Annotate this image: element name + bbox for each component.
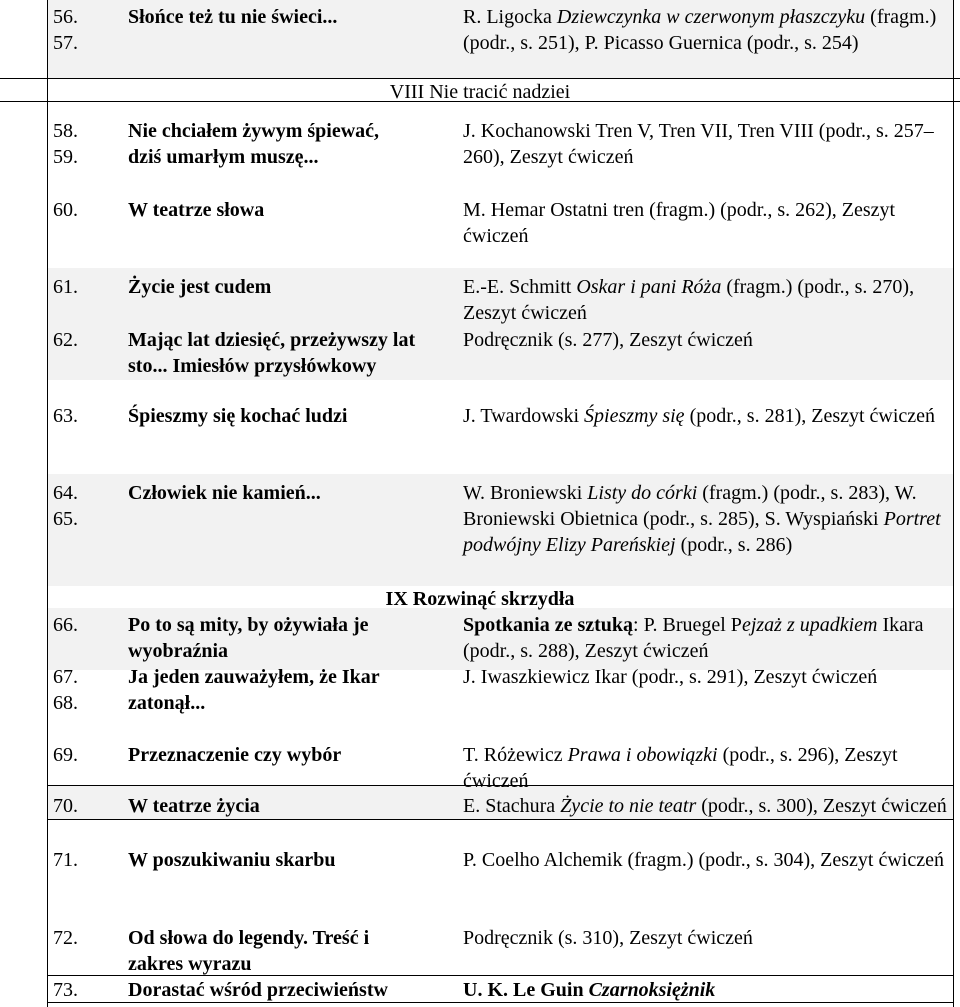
lesson-text-segment: (podr., s. 296), Zeszyt ćwiczeń <box>463 744 898 792</box>
rule <box>0 78 960 79</box>
lesson-text-segment: Życie to nie teatr <box>560 795 697 817</box>
lesson-materials <box>463 118 953 170</box>
lesson-materials <box>463 4 953 56</box>
lesson-text-segment: Podręcznik (s. 277), Zeszyt ćwiczeń <box>463 329 753 351</box>
lesson-text-segment: T. Różewicz <box>463 744 568 766</box>
lesson-title: Od słowa do legendy. Treść i zakres wyrazu <box>128 927 370 975</box>
lesson-text-segment: : P. Bruegel P <box>633 614 742 636</box>
lesson-text-segment: Listy do córki <box>587 482 698 504</box>
lesson-text-segment: R. Ligocka <box>463 6 557 28</box>
lesson-text-segment: Prawa i obowiązki <box>567 744 718 766</box>
lesson-text-segment: E. Stachura <box>463 795 561 817</box>
lesson-number: 64. 65. <box>53 482 78 530</box>
lesson-number: 73. <box>53 979 78 1001</box>
lesson-text-segment: (podr., s. 300), Zeszyt ćwiczeń <box>696 795 947 817</box>
lesson-title: Mając lat dziesięć, przeżywszy lat sto... Imiesłów przysłówkowy <box>128 329 416 377</box>
lesson-text-segment: P. Coelho Alchemik (fragm.) (podr., s. 304), Zeszyt ćwiczeń <box>463 849 944 871</box>
lesson-text-segment: ejzaż z upadkiem <box>741 614 878 636</box>
lesson-materials <box>463 480 953 558</box>
lesson-text-segment: Śpieszmy się <box>584 405 685 427</box>
lesson-number: 60. <box>53 199 78 221</box>
lesson-text-segment: Spotkania ze sztuką <box>463 614 634 636</box>
lesson-text-segment: (podr., s. 286) <box>675 534 793 556</box>
lesson-text-segment: Portret podwójny Elizy Pareńskiej <box>463 508 941 556</box>
lesson-materials <box>463 793 953 819</box>
section-heading-ix: IX Rozwinąć skrzydła <box>385 588 575 610</box>
lesson-text-segment: M. Hemar Ostatni tren (fragm.) (podr., s. 262), Zeszyt ćwiczeń <box>463 199 896 247</box>
lesson-title: Śpieszmy się kochać ludzi <box>128 405 348 427</box>
lesson-materials <box>463 403 953 429</box>
lesson-text-segment: (fragm.) (podr., s. 251), P. Picasso Guernica (podr., s. 254) <box>463 6 937 54</box>
lesson-text-segment: (podr., s. 281), Zeszyt ćwiczeń <box>684 405 936 427</box>
lesson-text-segment: (fragm.) (podr., s. 283), W. Broniewski Obietnica (podr., s. 285), S. Wyspiański <box>463 482 917 530</box>
lesson-title: Nie chciałem żywym śpiewać, dziś umarłym muszę... <box>128 120 380 168</box>
lesson-number: 61. <box>53 276 78 298</box>
lesson-text-segment: Dziewczynka w czerwonym płaszczyku <box>556 6 866 28</box>
lesson-number: 67. 68. <box>53 666 78 714</box>
lesson-title: Przeznaczenie czy wybór <box>128 744 342 766</box>
section-heading-viii: VIII Nie tracić nadziei <box>389 81 571 103</box>
lesson-title: Dorastać wśród przeciwieństw <box>128 979 388 1001</box>
lesson-number: 56. 57. <box>53 6 78 54</box>
lesson-text-segment: U. K. Le Guin <box>463 979 589 1001</box>
lesson-title: Ja jeden zauważyłem, że Ikar zatonął... <box>128 666 380 714</box>
lesson-number: 72. <box>53 927 78 949</box>
lesson-title: Po to są mity, by ożywiała je wyobraźnia <box>128 614 369 662</box>
lesson-number: 69. <box>53 744 78 766</box>
lesson-materials <box>463 197 953 249</box>
lesson-materials <box>463 925 953 951</box>
lesson-text-segment: (fragm.) (podr., s. 270), Zeszyt ćwiczeń <box>463 276 915 324</box>
lesson-text-segment: Ikara (podr., s. 288), Zeszyt ćwiczeń <box>463 614 924 662</box>
lesson-title: W teatrze życia <box>128 795 260 817</box>
lesson-text-segment: W. Broniewski <box>463 482 588 504</box>
lesson-materials <box>463 977 953 1003</box>
rule <box>953 0 954 1007</box>
lesson-title: Słońce też tu nie świeci... <box>128 6 338 28</box>
lesson-title: W poszukiwaniu skarbu <box>128 849 336 871</box>
lesson-title: Człowiek nie kamień... <box>128 482 321 504</box>
lesson-number: 58. 59. <box>53 120 78 168</box>
lesson-text-segment: Podręcznik (s. 310), Zeszyt ćwiczeń <box>463 927 753 949</box>
rule <box>47 819 953 820</box>
lesson-materials <box>463 847 953 873</box>
lesson-number: 70. <box>53 795 78 817</box>
lesson-text-segment: E.-E. Schmitt <box>463 276 577 298</box>
lesson-number: 66. <box>53 614 78 636</box>
lesson-materials <box>463 742 953 794</box>
lesson-materials <box>463 274 953 326</box>
lesson-title: W teatrze słowa <box>128 199 265 221</box>
lesson-title: Życie jest cudem <box>128 276 272 298</box>
lesson-text-segment: Oskar i pani Róża <box>576 276 722 298</box>
lesson-text-segment: Czarnoksiężnik <box>588 979 716 1001</box>
lesson-number: 63. <box>53 405 78 427</box>
lesson-text-segment: J. Kochanowski Tren V, Tren VII, Tren VIII (podr., s. 257–260), Zeszyt ćwiczeń <box>463 120 934 168</box>
lesson-materials <box>463 664 953 690</box>
lesson-materials <box>463 327 953 353</box>
lesson-number: 62. <box>53 329 78 351</box>
rule <box>47 0 48 1007</box>
lesson-text-segment: J. Twardowski <box>463 405 585 427</box>
lesson-materials <box>463 612 953 664</box>
lesson-number: 71. <box>53 849 78 871</box>
lesson-text-segment: J. Iwaszkiewicz Ikar (podr., s. 291), Zeszyt ćwiczeń <box>463 666 878 688</box>
